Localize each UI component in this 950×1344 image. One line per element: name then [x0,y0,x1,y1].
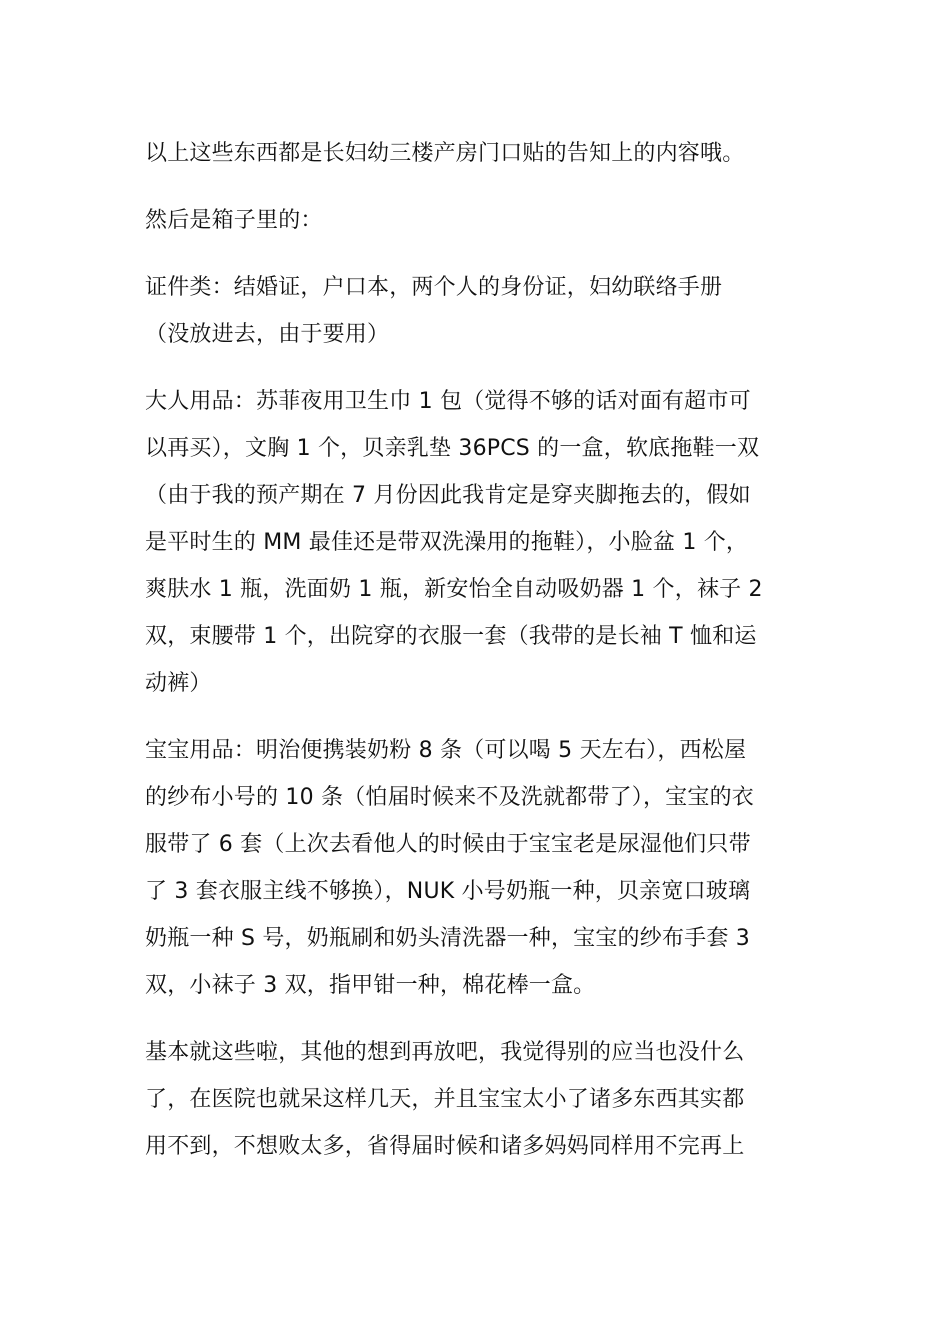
text-line: （没放进去，由于要用） [145,322,390,347]
text-line: 双，小袜子 3 双，指甲钳一种，棉花棒一盒。 [145,973,596,998]
paragraph-documents [145,264,813,358]
text-line: 宝宝用品：明治便携装奶粉 8 条（可以喝 5 天左右），西松屋 [145,738,747,763]
text-line: 是平时生的 MM 最佳还是带双洗澡用的拖鞋），小脸盆 1 个， [145,530,749,555]
paragraph-closing [145,1029,813,1170]
text-line: 用不到，不想败太多，省得届时候和诸多妈妈同样用不完再上 [145,1134,745,1159]
document-body [145,130,813,1190]
text-line: 基本就这些啦，其他的想到再放吧，我觉得别的应当也没什么 [145,1040,745,1065]
text-line: 以上这些东西都是长妇幼三楼产房门口贴的告知上的内容哦。 [145,141,745,166]
text-line: （由于我的预产期在 7 月份因此我肯定是穿夹脚拖去的，假如 [145,483,751,508]
text-line: 了，在医院也就呆这样几天，并且宝宝太小了诸多东西其实都 [145,1087,745,1112]
paragraph-baby-items [145,727,813,1009]
text-line: 大人用品：苏菲夜用卫生巾 1 包（觉得不够的话对面有超市可 [145,389,751,414]
text-line: 了 3 套衣服主线不够换），NUK 小号奶瓶一种，贝亲宽口玻璃 [145,879,751,904]
text-line: 服带了 6 套（上次去看他人的时候由于宝宝老是尿湿他们只带 [145,832,751,857]
text-line: 双，束腰带 1 个，出院穿的衣服一套（我带的是长袖 T 恤和运 [145,624,757,649]
text-line: 的纱布小号的 10 条（怕届时候来不及洗就都带了），宝宝的衣 [145,785,754,810]
text-line: 然后是箱子里的： [145,208,323,233]
paragraph-adult-items [145,378,813,707]
paragraph-intro-note [145,130,813,177]
text-line: 动裤） [145,671,212,696]
text-line: 奶瓶一种 S 号，奶瓶刷和奶头清洗器一种，宝宝的纱布手套 3 [145,926,750,951]
text-line: 爽肤水 1 瓶，洗面奶 1 瓶，新安怡全自动吸奶器 1 个，袜子 2 [145,577,763,602]
paragraph-box-contents-heading [145,197,813,244]
text-line: 证件类：结婚证，户口本，两个人的身份证，妇幼联络手册 [145,275,723,300]
text-line: 以再买），文胸 1 个，贝亲乳垫 36PCS 的一盒，软底拖鞋一双 [145,436,760,461]
